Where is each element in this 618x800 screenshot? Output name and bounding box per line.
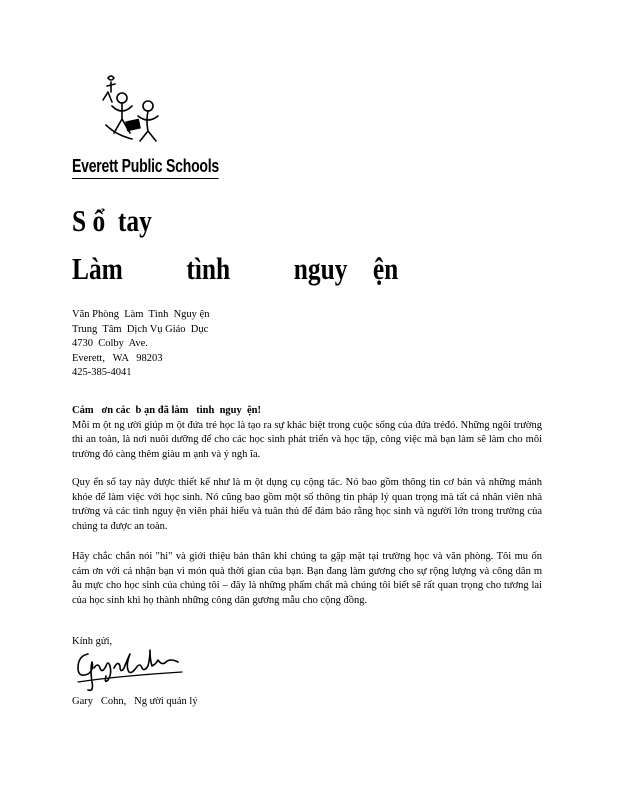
letter-closing: Kính gửi, <box>72 636 113 647</box>
office-name: Văn Phòng Làm Tình Nguy ện <box>72 309 210 320</box>
page-title-line-1: S ổ tay <box>72 203 152 238</box>
school-logo-icon <box>98 70 168 150</box>
letter-paragraph-2: Quy ển sổ tay này được thiết kế như là m ột dụng cụ cộng tác. Nó bao gồm thông tin cơ bản và những mánh khóe để làm việc với học sinh. Nó cũng bao gồm một số thông tin pháp lý quan trọng mà tất cả nhân viên nhà trường và các tình nguy ện viên phải hiểu và tuân thủ để đảm bảo rằng học sinh và người lớn trong trường của chúng ta được an toàn. <box>72 477 542 532</box>
paragraph-1-text: Mỗi m ột ng ười giúp m ột đứa trẻ học là tạo ra sự khác biệt trong cuộc sống của đứa trẻđó. Những ngôi trường thì an toàn, là nơi nuôi dưỡng để cho các học sinh phát triển và học tập, công việc mà bạn làm sẽ làm cho môi trường đó càng thêm giàu m ạnh và ý ngh ĩa. <box>72 419 542 460</box>
signer-name: Gary Cohn, Ng ười quản lý <box>72 696 198 707</box>
phone-number: 425-385-4041 <box>72 367 132 378</box>
org-name: Everett Public Schools <box>72 156 219 179</box>
page-title-line-2: Làm tình nguy ện <box>72 251 399 286</box>
center-name: Trung Tâm Dịch Vụ Giáo Dục <box>72 323 209 335</box>
street-address: 4730 Colby Ave. <box>72 338 148 349</box>
letter-paragraph-1 <box>72 404 542 462</box>
letter-paragraph-3: Hãy chắc chắn nói "hi" và giới thiệu bản thân khi chúng ta gặp mặt tại trường học và văn phòng. Tôi mu ốn cám ơn với cả nhận bạn vì món quà thời gian của bạn. Bạn đang làm gương cho sự rộng lượng và công dân m ẫu mực cho học sinh của chúng tôi – đây là những phẩm chất mà chúng tôi biết sẽ rất quan trọng cho tương lai của học sinh khi họ thành những công dân gương mẫu cho cộng đồng. <box>72 551 542 606</box>
office-address <box>72 308 209 381</box>
signature-icon <box>74 646 194 692</box>
city-state-zip: Everett, WA 98203 <box>72 352 163 364</box>
letter-greeting: Cám ơn các b ạn đã làm tình nguy ện! <box>72 405 262 416</box>
